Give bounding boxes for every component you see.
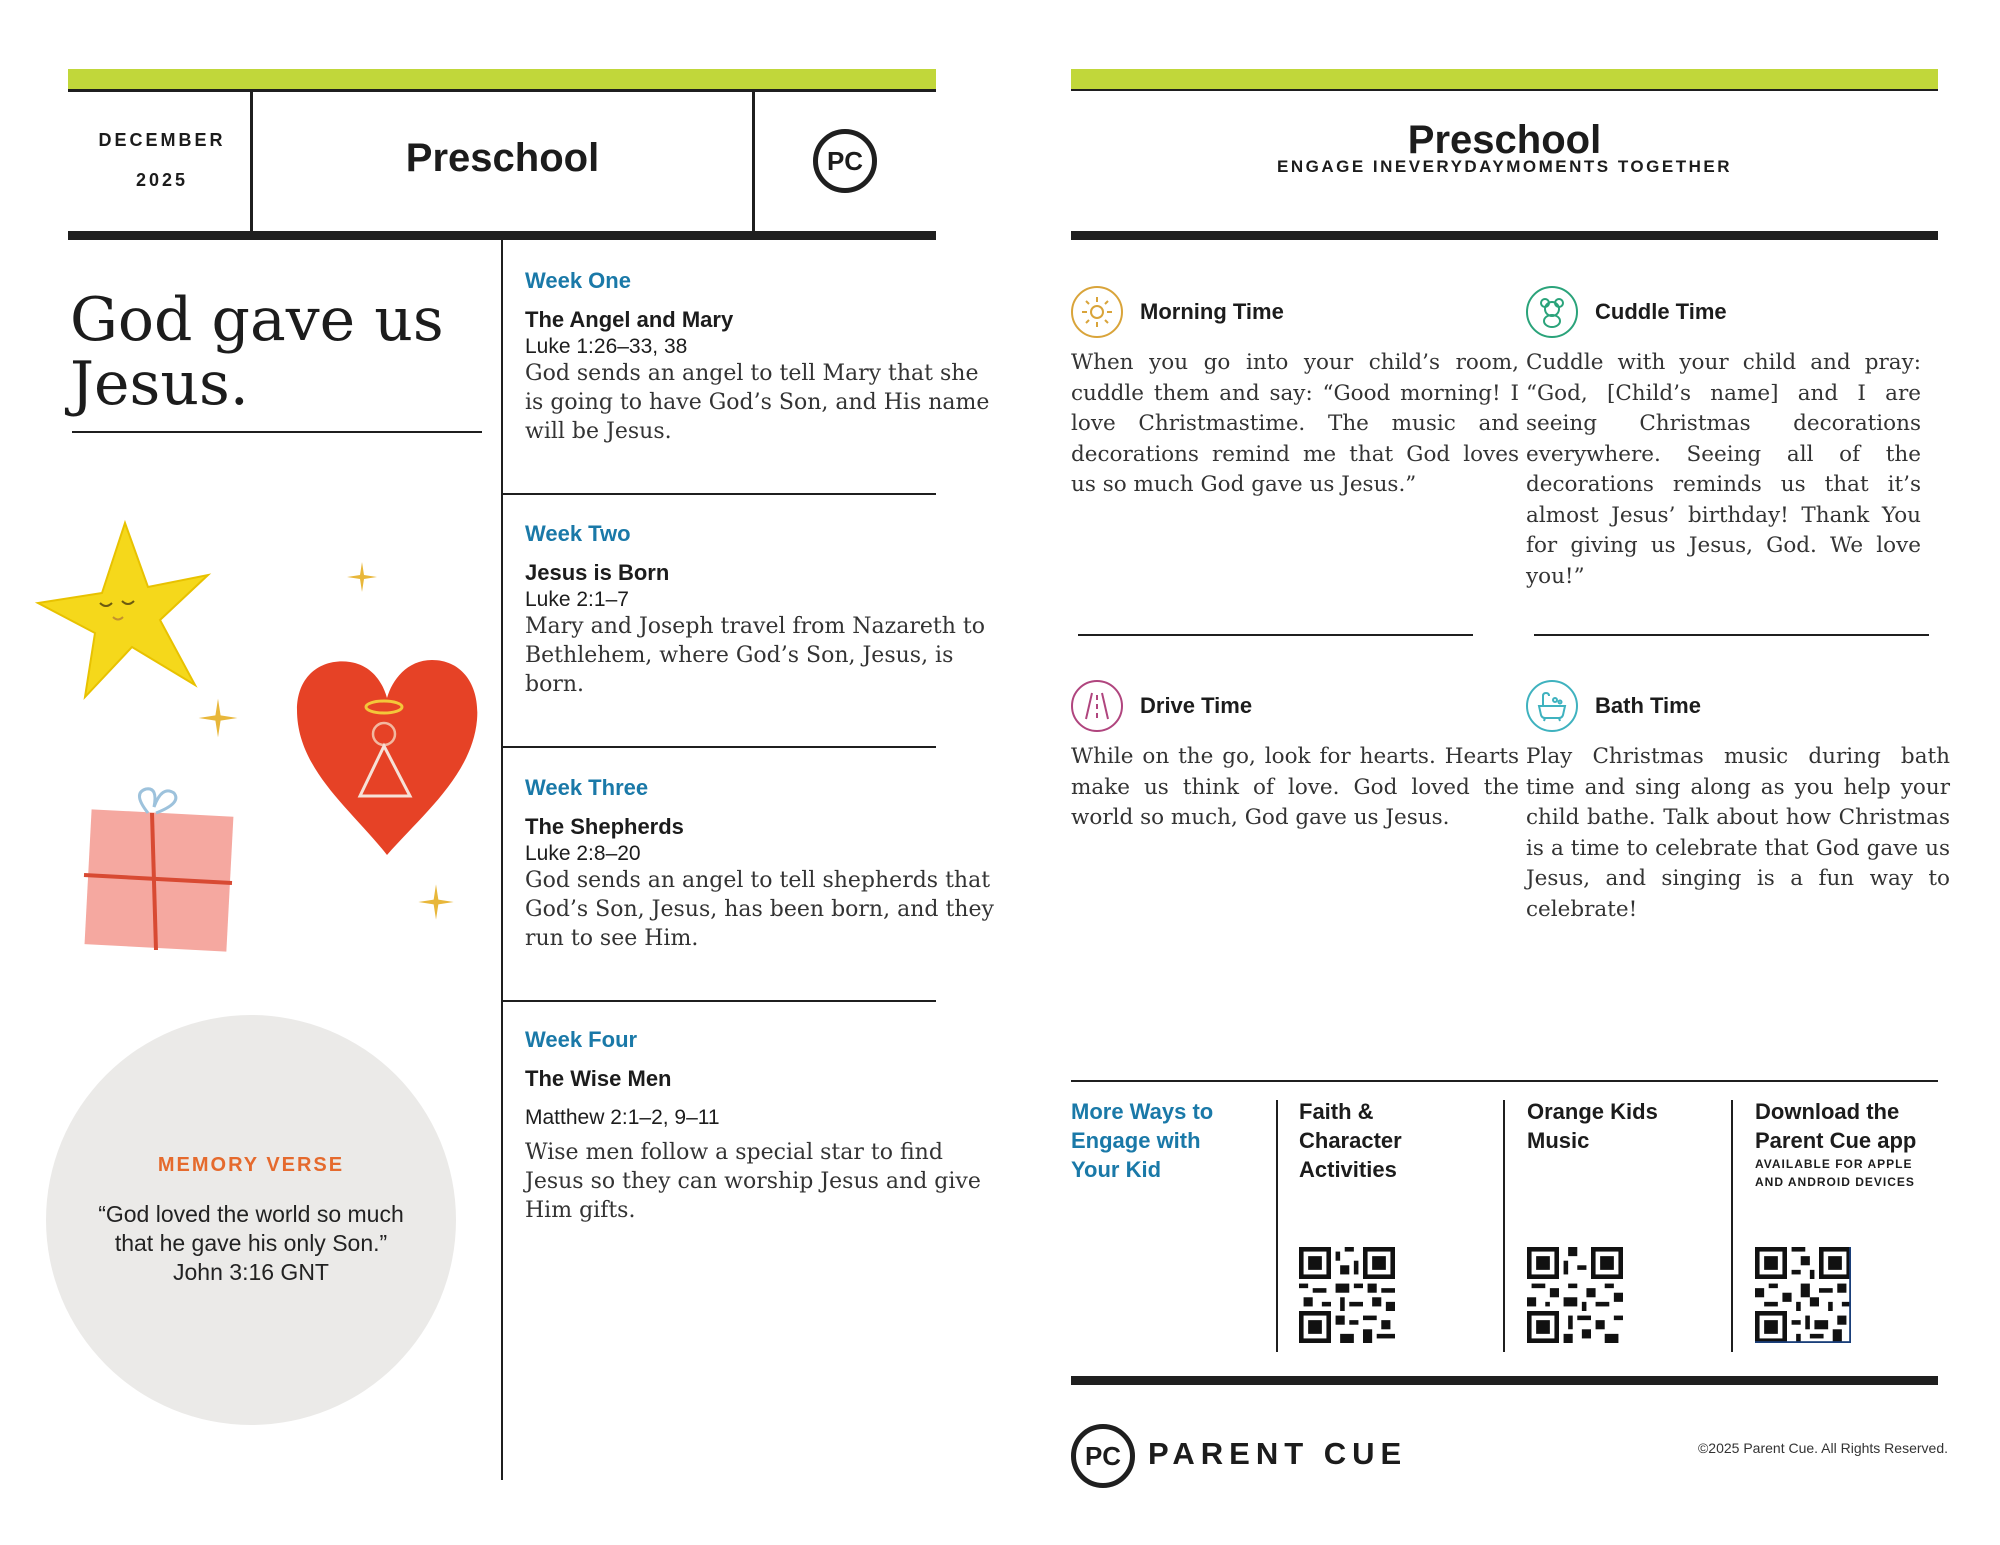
bath-time-body: Play Christmas music during bath time and sing along as you help your child bathe. Talk about how Christmas is a time to celebrate that God gave us Jesus, and singing is a fun way to celebrate! [1526,744,1950,922]
footer-top-rule [1071,1376,1938,1385]
week-divider [503,1000,936,1002]
memory-verse-label: MEMORY VERSE [157,1154,345,1176]
cuddle-time-heading: Cuddle Time [1595,299,1727,324]
right-header-top-rule [1071,89,1938,91]
left-header-bottom-rule [68,231,936,240]
week-label: Week Four [525,1027,638,1052]
logo-text: PC [826,145,864,176]
drive-time-body: While on the go, look for hearts. Hearts make us think of love. God loved the world so much, God gave us Jesus. [1071,744,1519,830]
copyright-text: ©2025 Parent Cue. All Rights Reserved. [1697,1440,1948,1456]
qr-code-icon[interactable] [1527,1247,1623,1343]
qr-code-icon[interactable] [1299,1247,1395,1343]
sparkle-icon [196,696,240,740]
week-title: The Wise Men [525,1066,672,1091]
right-title: Preschool [1407,118,1602,162]
week-three-block [525,775,995,953]
week-label: Week One [525,268,631,293]
col3-small-line-1: AVAILABLE FOR APPLE [1755,1157,1913,1171]
gift-illustration-icon [80,785,240,955]
parent-cue-logo-icon [813,129,877,193]
sun-icon [1071,286,1123,338]
header-month: DECEMBER [98,130,226,150]
week-reference: Matthew 2:1–2, 9–11 [525,1106,720,1129]
sparkle-icon [345,560,379,594]
footer-brand-name: PARENT CUE [1148,1436,1408,1471]
bathtub-icon [1526,680,1578,732]
memory-verse-line-2: that he gave his only Son.” [114,1230,388,1256]
header-year: 2025 [135,170,189,190]
download-app-link[interactable] [1755,1097,1955,1191]
col1-line-2: Character [1299,1128,1402,1153]
more-ways-line-2: Engage with [1071,1128,1201,1153]
week-reference: Luke 2:8–20 [525,842,641,865]
week-title: Jesus is Born [525,560,670,585]
week-description: God sends an angel to tell Mary that she is going to have God’s Son, and His name will be Jesus. [525,361,990,444]
memory-verse-text [46,1200,456,1287]
main-headline [70,285,490,419]
cuddle-time-body: Cuddle with your child and pray: “God, [Child’s name] and I are seeing Christmas decorations everywhere. Seeing all of the decorations reminds us that it’s almost Jesus’ birthday! Thank You for giving us Jesus, God. We love you!” [1526,350,1921,589]
col3-small-line-2: AND ANDROID DEVICES [1755,1175,1915,1189]
memory-verse-line-1: “God loved the world so much [98,1201,404,1227]
headline-line-2: Jesus. [70,349,249,419]
week-four-block [525,1027,995,1225]
right-header-bottom-rule [1071,231,1938,240]
more-ways-line-1: More Ways to [1071,1099,1214,1124]
morning-time-heading: Morning Time [1140,299,1284,324]
morning-time-body: When you go into your child’s room, cuddle them and say: “Good morning! I love Christmastime. The music and decorations remind me that God loves us so much God gave us Jesus.” [1071,350,1519,497]
drive-time-heading: Drive Time [1140,693,1253,718]
week-description: Wise men follow a special star to find Jesus so they can worship Jesus and give Him gifts. [525,1140,981,1223]
week-reference: Luke 1:26–33, 38 [525,335,688,358]
week-label: Week Two [525,521,631,546]
road-icon [1071,680,1123,732]
section-divider [1078,634,1473,636]
week-label: Week Three [525,775,649,800]
week-description: Mary and Joseph travel from Nazareth to Bethlehem, where God’s Son, Jesus, is born. [525,614,985,697]
right-top-accent-bar [1071,69,1938,89]
orange-kids-music-link[interactable] [1527,1097,1717,1155]
col2-line-1: Orange Kids [1527,1099,1658,1124]
footer-logo-text: PC [1084,1440,1122,1471]
more-ways-divider [1276,1100,1278,1352]
col3-line-2: Parent Cue app [1755,1128,1917,1153]
left-column-divider [501,240,503,1480]
sparkle-icon [416,882,456,922]
heart-angel-illustration-icon [292,650,482,860]
headline-line-1: God gave us [70,285,444,355]
faith-character-activities-link[interactable] [1299,1097,1489,1184]
memory-verse-reference: John 3:16 GNT [173,1259,329,1285]
week-reference: Luke 2:1–7 [525,588,629,611]
col1-line-3: Activities [1299,1157,1397,1182]
qr-code-icon[interactable] [1755,1247,1851,1343]
more-ways-divider [1503,1100,1505,1352]
week-description: God sends an angel to tell shepherds that God’s Son, Jesus, has been born, and they run to see Him. [525,868,994,951]
week-two-block [525,521,995,699]
more-ways-line-3: Your Kid [1071,1157,1162,1182]
week-one-block [525,268,995,446]
headline-underline [72,431,482,433]
left-header-top-rule [68,89,936,92]
teddy-bear-icon [1526,286,1578,338]
week-divider [503,493,936,495]
star-illustration-icon [30,515,220,705]
right-subtitle: ENGAGE INEVERYDAYMOMENTS TOGETHER [1277,157,1732,176]
header-title: Preschool [405,136,600,180]
bath-time-heading: Bath Time [1595,693,1701,718]
col2-line-2: Music [1527,1128,1590,1153]
left-header-divider-2 [752,89,755,231]
left-top-accent-bar [68,69,936,89]
parent-cue-logo-icon [1071,1424,1135,1488]
more-ways-top-rule [1071,1080,1938,1082]
more-ways-divider [1731,1100,1733,1352]
col1-line-1: Faith & [1299,1099,1374,1124]
col3-line-1: Download the [1755,1099,1900,1124]
week-title: The Shepherds [525,814,684,839]
week-title: The Angel and Mary [525,307,734,332]
more-ways-heading [1071,1097,1251,1184]
week-divider [503,746,936,748]
section-divider [1534,634,1929,636]
